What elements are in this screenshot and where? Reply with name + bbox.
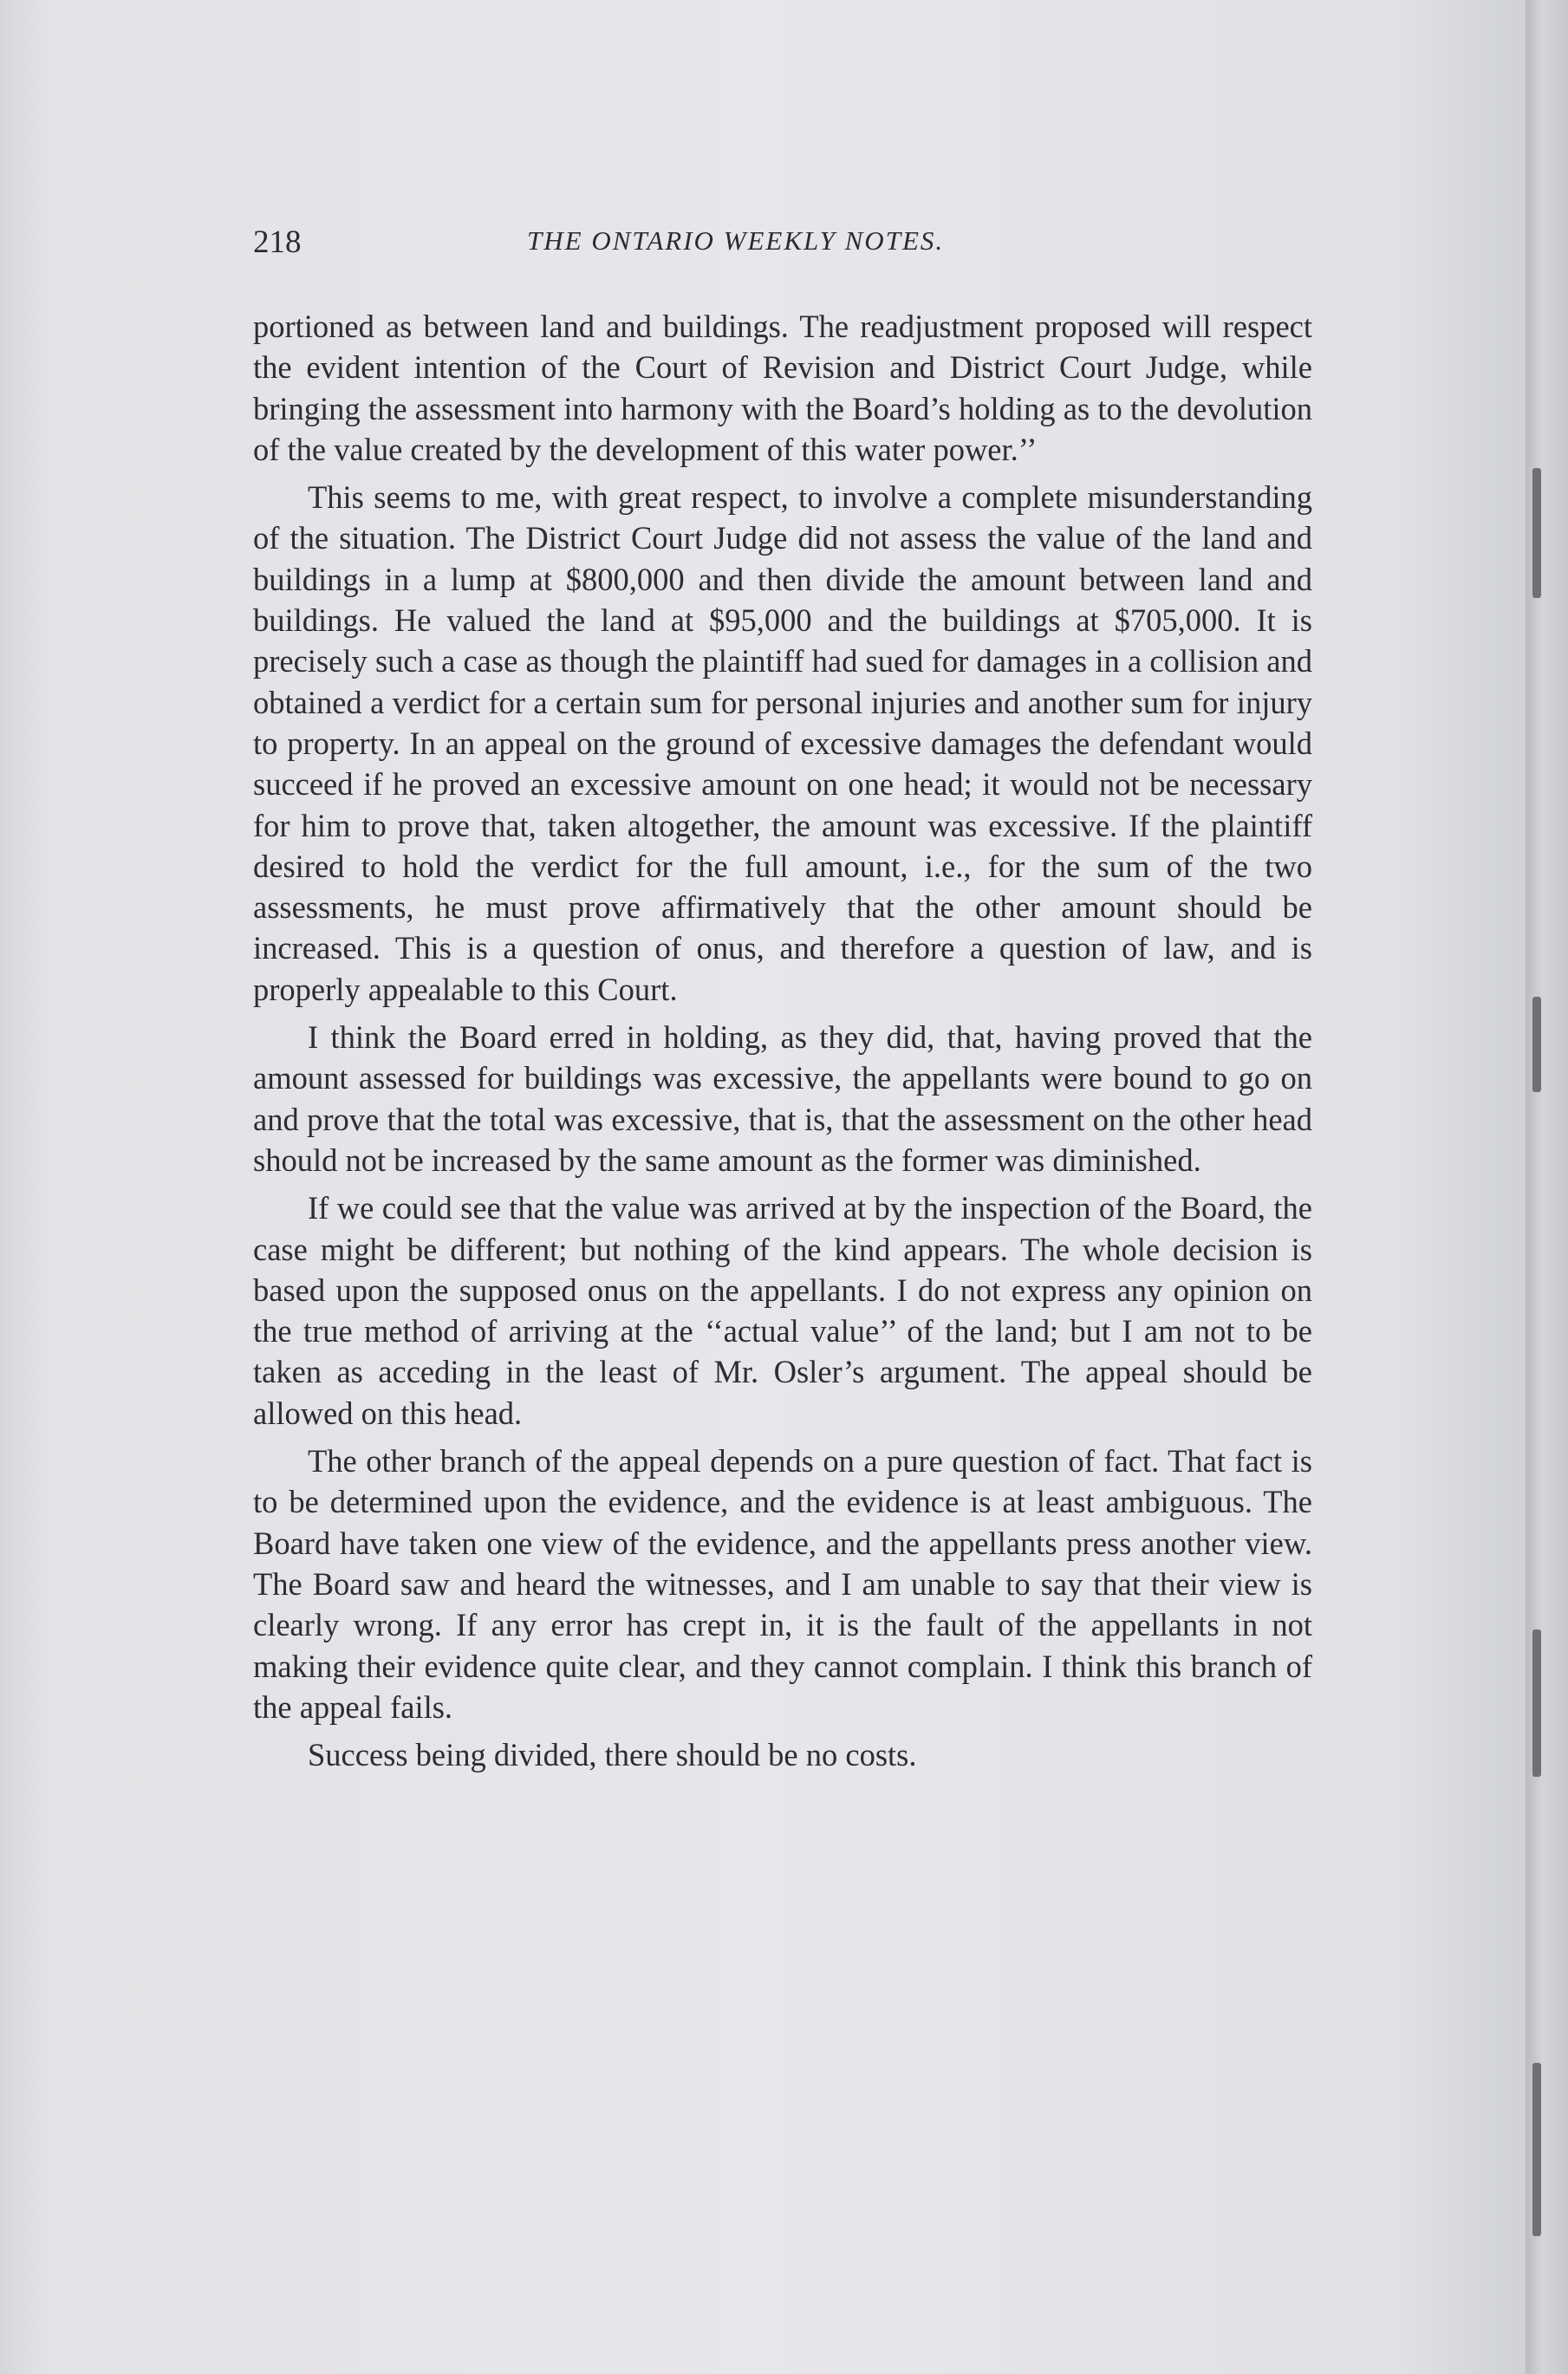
page-edge-mark [1532, 468, 1541, 598]
running-head: THE ONTARIO WEEKLY NOTES. [527, 225, 945, 256]
page-header [253, 224, 1312, 276]
page-edge-mark [1532, 997, 1541, 1092]
page-edge [1526, 0, 1568, 2374]
page-edge-mark [1532, 1629, 1541, 1777]
page-number: 218 [253, 224, 302, 260]
page-edge-mark [1532, 2063, 1541, 2236]
paragraph: I think the Board erred in holding, as they did, that, having proved that the amount assessed for buildings was excessive, the appellants were bound to go on and prove that the total was excessive, that is, that the assessment on the other head should not be increased by the same amount as the former was diminished. [253, 1019, 1312, 1178]
paragraph: If we could see that the value was arrived at by the inspection of the Board, the case might be different; but nothing of the kind appears. The whole decision is based upon the supposed onus on the appellants. I do not express any opinion on the true method of arriving at the ‘‘actual value’’ of the land; but I am not to be taken as acceding in the least of Mr. Osler’s argument. The appeal should be allowed on this head. [253, 1190, 1312, 1431]
paragraph-closing: Success being divided, there should be no costs. [308, 1737, 917, 1773]
body-text [253, 306, 1312, 1782]
paragraph: This seems to me, with great respect, to involve a complete misunderstanding of the situation. The District Court Judge did not assess the value of the land and buildings in a lump at $800,000 and then divide the amount between land and buildings. He valued the land at $95,000 and the buildings at $705,000. It is precisely such a case as though the plaintiff had sued for damages in a collision and obtained a verdict for a certain sum for personal injuries and another sum for injury to property. In an appeal on the ground of excessive damages the defendant would succeed if he proved an excessive amount on one head; it would not be necessary for him to prove that, taken altogether, the amount was excessive. If the plaintiff desired to hold the verdict for the full amount, i.e., for the sum of the two assessments, he must prove affirmatively that the other amount should be increased. This is a question of onus, and therefore a question of law, and is properly appealable to this Court. [253, 479, 1312, 1007]
paragraph-continuation: portioned as between land and buildings. The readjustment proposed will respect the evident intention of the Court of Revision and District Court Judge, while bringing the assessment into harmony with the Board’s holding as to the devolution of the value created by the development of this water power.’’ [253, 309, 1312, 467]
paragraph: The other branch of the appeal depends on a pure question of fact. That fact is to be determined upon the evidence, and the evidence is at least ambiguous. The Board have taken one view of the evidence, and the appellants press another view. The Board saw and heard the witnesses, and I am unable to say that their view is clearly wrong. If any error has crept in, it is the fault of the appellants in not making their evidence quite clear, and they cannot complain. I think this branch of the appeal fails. [253, 1443, 1312, 1725]
